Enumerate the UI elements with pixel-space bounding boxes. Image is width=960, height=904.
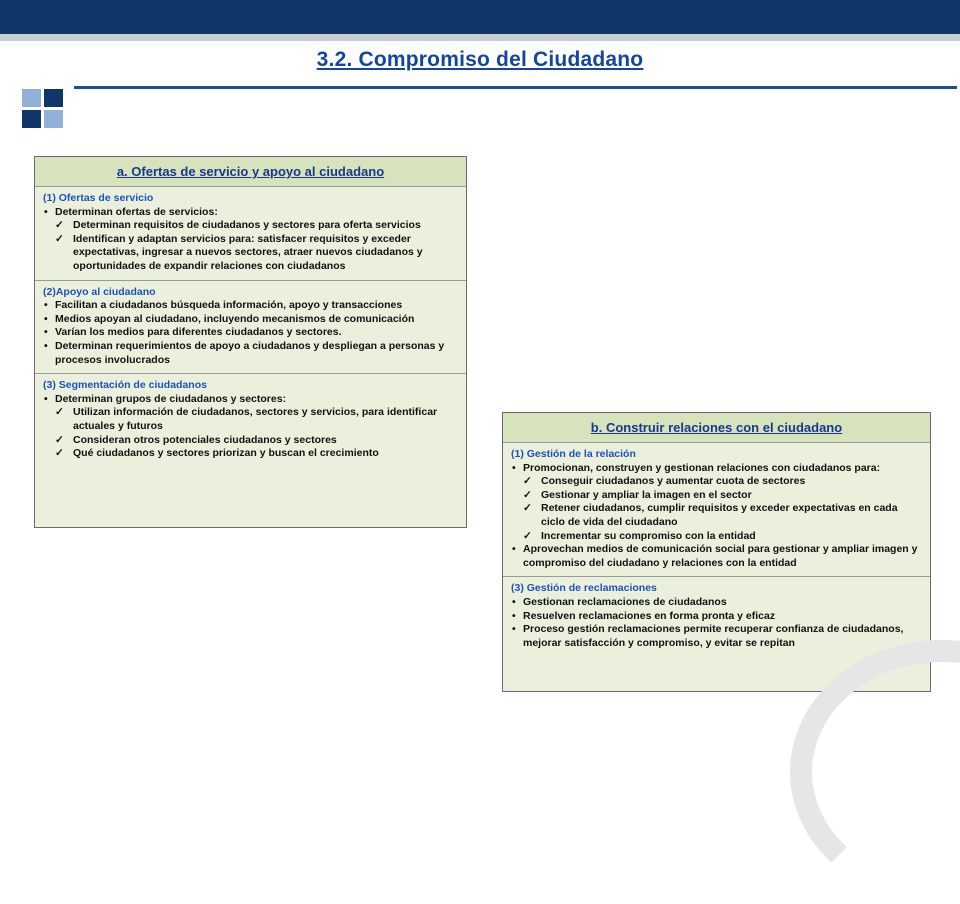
bullet-item: • Varían los medios para diferentes ciudadanos y sectores.	[43, 326, 458, 340]
panel-section	[503, 577, 930, 656]
check-icon: ✓	[523, 488, 532, 501]
check-icon: ✓	[523, 502, 532, 515]
check-icon: ✓	[55, 219, 64, 232]
panel-section	[35, 281, 466, 375]
bullet-item: • Gestionan reclamaciones de ciudadanos	[511, 596, 922, 610]
panel-section	[35, 374, 466, 467]
bullet-item: • Aprovechan medios de comunicación social para gestionar y ampliar imagen y compromiso del ciudadano y relaciones con la entidad	[511, 543, 922, 570]
check-icon: ✓	[523, 475, 532, 488]
check-item	[43, 219, 458, 233]
bullet-item: • Medios apoyan al ciudadano, incluyendo mecanismos de comunicación	[43, 313, 458, 327]
panel-a-header: a. Ofertas de servicio y apoyo al ciudadano	[35, 157, 466, 187]
check-item-text: Identifican y adaptan servicios para: satisfacer requisitos y exceder expectativas, ingresar a nuevos sectores, atraer nuevos ciudadanos y oportunidades de expandir relaciones con ciudadanos	[73, 232, 423, 272]
bullet-item: • Resuelven reclamaciones en forma pronta y eficaz	[511, 610, 922, 624]
panel-service-offers	[34, 156, 467, 528]
bullet-item: • Proceso gestión reclamaciones permite recuperar confianza de ciudadanos, mejorar satisfacción y compromiso, y evitar se repitan	[511, 623, 922, 650]
top-banner	[0, 0, 960, 34]
check-item	[43, 447, 458, 461]
check-item-text: Qué ciudadanos y sectores priorizan y buscan el crecimiento	[73, 447, 379, 460]
grid-logo-icon	[22, 89, 64, 129]
check-item	[511, 530, 922, 544]
page-title: 3.2. Compromiso del Ciudadano	[316, 48, 644, 71]
check-icon: ✓	[55, 447, 64, 460]
bullet-item: • Determinan grupos de ciudadanos y sectores:	[43, 393, 458, 407]
check-item-text: Retener ciudadanos, cumplir requisitos y exceder expectativas en cada ciclo de vida del ciudadano	[541, 502, 898, 528]
section-title: (1) Ofertas de servicio	[43, 192, 154, 204]
check-item-text: Conseguir ciudadanos y aumentar cuota de sectores	[541, 475, 806, 488]
bullet-item: • Determinan ofertas de servicios:	[43, 206, 458, 220]
title-rule	[74, 86, 957, 89]
check-item-text: Consideran otros potenciales ciudadanos y sectores	[73, 433, 337, 446]
panel-section	[35, 187, 466, 281]
check-icon: ✓	[55, 406, 64, 419]
panel-build-relations	[502, 412, 931, 692]
check-icon: ✓	[523, 529, 532, 542]
check-item-text: Determinan requisitos de ciudadanos y sectores para oferta servicios	[73, 219, 421, 232]
section-title: (3) Gestión de reclamaciones	[511, 582, 657, 595]
check-icon: ✓	[55, 232, 64, 245]
panel-b-header: b. Construir relaciones con el ciudadano	[503, 413, 930, 443]
check-item	[511, 502, 922, 529]
top-strip	[0, 34, 960, 41]
check-item	[43, 233, 458, 274]
check-item	[43, 406, 458, 433]
check-icon: ✓	[55, 433, 64, 446]
check-item	[511, 475, 922, 489]
section-title: (3) Segmentación de ciudadanos	[43, 379, 207, 392]
panel-section	[503, 443, 930, 577]
check-item-text: Incrementar su compromiso con la entidad	[541, 529, 756, 542]
check-item	[43, 434, 458, 448]
check-item-text: Gestionar y ampliar la imagen en el sector	[541, 488, 752, 501]
section-title: (1) Gestión de la relación	[511, 448, 636, 460]
check-item-text: Utilizan información de ciudadanos, sectores y servicios, para identificar actuales y futuros	[73, 406, 438, 432]
bullet-item: • Determinan requerimientos de apoyo a ciudadanos y despliegan a personas y procesos involucrados	[43, 340, 458, 367]
bullet-item: • Promocionan, construyen y gestionan relaciones con ciudadanos para:	[511, 462, 922, 476]
check-item	[511, 489, 922, 503]
section-title: (2)Apoyo al ciudadano	[43, 285, 156, 298]
bullet-item: • Facilitan a ciudadanos búsqueda información, apoyo y transacciones	[43, 299, 458, 313]
